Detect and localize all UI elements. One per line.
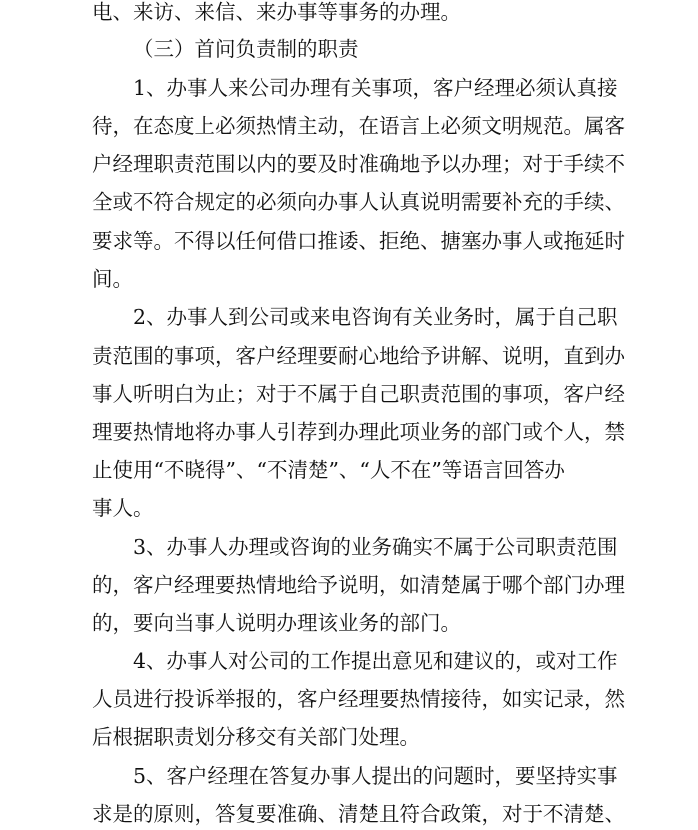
text-line-1: 电、来访、来信、来办事等事务的办理。 — [92, 0, 461, 24]
text-line-12: 理要热情地将办事人引荐到办理此项业务的部门或个人，禁 — [92, 420, 625, 444]
text-line-10: 责范围的事项，客户经理要耐心地给予讲解、说明，直到办 — [92, 344, 625, 368]
text-line-19: 人员进行投诉举报的，客户经理要热情接待，如实记录，然 — [92, 687, 625, 711]
text-line-13: 止使用“不晓得”、“不清楚”、“人不在”等语言回答办 — [92, 458, 565, 482]
text-line-17: 的，要向当事人说明办理该业务的部门。 — [92, 611, 461, 635]
text-line-9: 2、办事人到公司或来电咨询有关业务时，属于自己职 — [133, 305, 618, 329]
text-line-5: 户经理职责范围以内的要及时准确地予以办理；对于手续不 — [92, 152, 625, 176]
text-line-16: 的，客户经理要热情地给予说明，如清楚属于哪个部门办理 — [92, 573, 625, 597]
text-line-3: 1、办事人来公司办理有关事项，客户经理必须认真接 — [133, 76, 618, 100]
text-line-11: 事人听明白为止；对于不属于自己职责范围的事项，客户经 — [92, 382, 625, 406]
text-line-22: 求是的原则，答复要准确、清楚且符合政策，对于不清楚、 — [92, 802, 625, 826]
text-line-21: 5、客户经理在答复办事人提出的问题时，要坚持实事 — [133, 764, 618, 788]
text-line-20: 后根据职责划分移交有关部门处理。 — [92, 725, 420, 749]
text-line-4: 待，在态度上必须热情主动，在语言上必须文明规范。属客 — [92, 114, 625, 138]
text-line-7: 要求等。不得以任何借口推诿、拒绝、搪塞办事人或拖延时 — [92, 229, 625, 253]
text-line-14: 事人。 — [92, 496, 154, 520]
text-line-15: 3、办事人办理或咨询的业务确实不属于公司职责范围 — [133, 535, 618, 559]
text-line-8: 间。 — [92, 267, 133, 291]
text-line-6: 全或不符合规定的必须向办事人认真说明需要补充的手续、 — [92, 190, 625, 214]
text-line-18: 4、办事人对公司的工作提出意见和建议的，或对工作 — [133, 649, 618, 673]
section-heading: （三）首问负责制的职责 — [133, 37, 359, 61]
